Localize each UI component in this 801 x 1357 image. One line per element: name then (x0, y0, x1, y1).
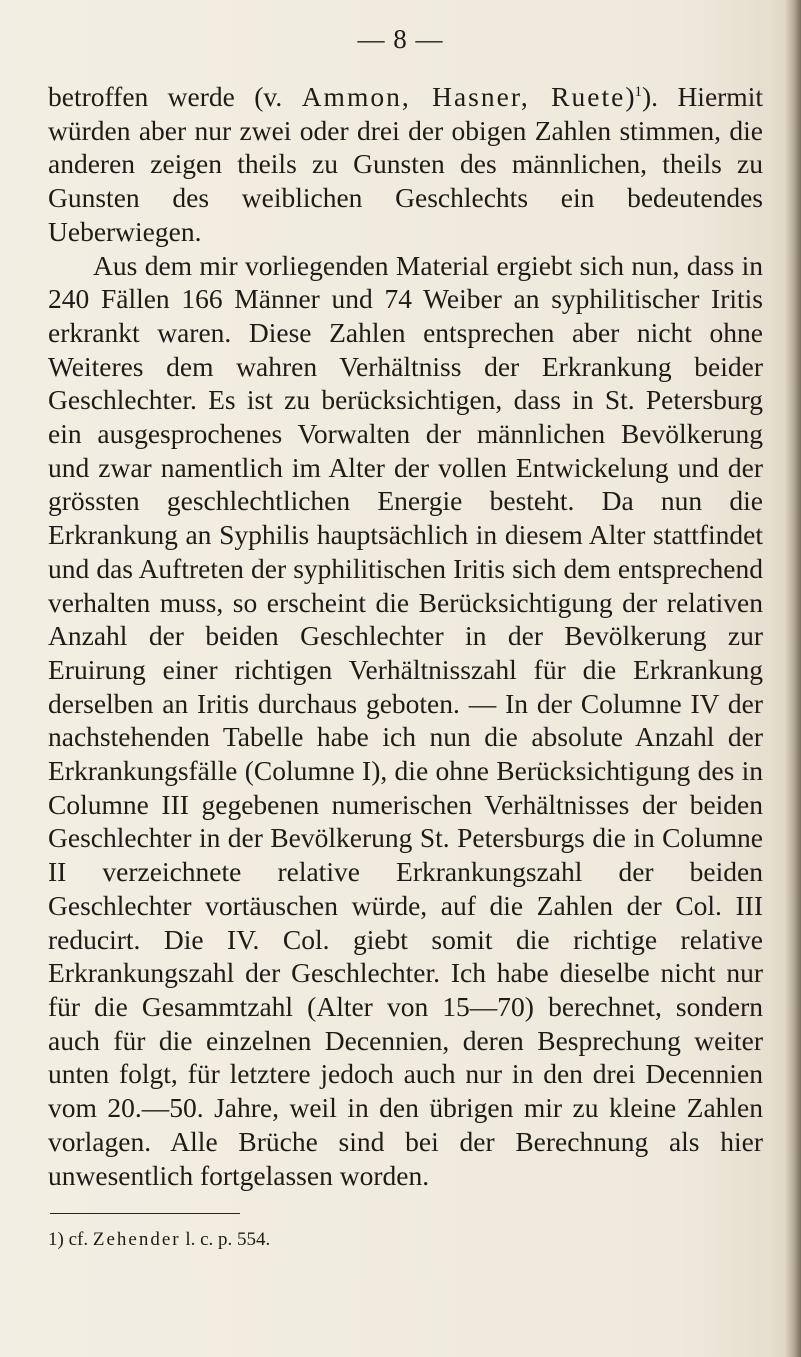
paragraph-2: Aus dem mir vorliegenden Material ergiebt sich nun, dass in 240 Fällen 166 Männer und 74 Weiber an syphilitischer Iritis erkrankt waren. Diese Zahlen entsprechen aber nicht ohne Weiteres dem wahren Verhältniss der Erkrankung beider Geschlechter. Es ist zu berücksichtigen, dass in St. Petersburg ein ausgesprochenes Vorwalten der männlichen Bevölkerung und zwar namentlich im Alter der vollen Entwickelung und der grössten geschlechtlichen Energie besteht. Da nun die Erkrankung an Syphilis hauptsächlich in diesem Alter stattfindet und das Auftreten der syphilitischen Iritis sich dem entsprechend verhalten muss, so erscheint die Berücksichtigung der relativen Anzahl der beiden Geschlechter in der Bevölkerung zur Eruirung einer richtigen Verhältnisszahl für die Erkrankung derselben an Iritis durchaus geboten. — In der Columne IV der nachstehenden Tabelle habe ich nun die absolute Anzahl der Erkrankungsfälle (Columne I), die ohne Berücksichtigung des in Columne III gegebenen numerischen Verhältnisses der beiden Geschlechter in der Bevölkerung St. Petersburgs die in Columne II verzeichnete relative Erkrankungszahl der beiden Geschlechter vortäuschen würde, auf die Zahlen der Col. III reducirt. Die IV. Col. giebt somit die richtige relative Erkrankungszahl der Geschlechter. Ich habe dieselbe nicht nur für die Gesammtzahl (Alter von 15—70) berechnet, sondern auch für die einzelnen Decennien, deren Besprechung weiter unten folgt, für letztere jedoch auch nur in den drei Decennien vom 20.—50. Jahre, weil in den übrigen mir zu kleine Zahlen vorlagen. Alle Brüche sind bei der Berechnung als hier unwesentlich fortgelassen worden. (48, 249, 763, 1191)
footnote-prefix: cf. (68, 1229, 93, 1250)
footnote-number: 1) (48, 1229, 64, 1250)
paragraph-1-rest: ). Hiermit würden aber nur zwei oder drei der obigen Zahlen stimmen, die anderen zeigen theils zu Gunsten des männlichen, theils zu Gunsten des weiblichen Geschlechts ein bedeutendes Ueberwiegen. (48, 81, 763, 247)
footnote-reference: 1 (634, 83, 642, 100)
paragraph-1-lead: betroffen werde (v. (48, 81, 302, 112)
footnote-divider (50, 1213, 240, 1214)
body-text (48, 80, 763, 1192)
footnote-citation: l. c. p. 554. (180, 1229, 271, 1250)
page-number: — 8 — (357, 24, 444, 54)
footnote-author: Zehender (92, 1229, 181, 1250)
footnote (48, 1228, 270, 1252)
paragraph-1: betroffen werde (v. Ammon, Hasner, Ruete)$^1$). Hiermit würden aber nur zwei oder drei der obigen Zahlen stimmen, die anderen zeigen theils zu Gunsten des männlichen, theils zu Gunsten des weiblichen Geschlechts ein bedeutendes Ueberwiegen. (48, 81, 763, 247)
cited-authors: Ammon, Hasner, Ruete (301, 81, 626, 112)
page-edge-shadow (785, 0, 801, 1357)
